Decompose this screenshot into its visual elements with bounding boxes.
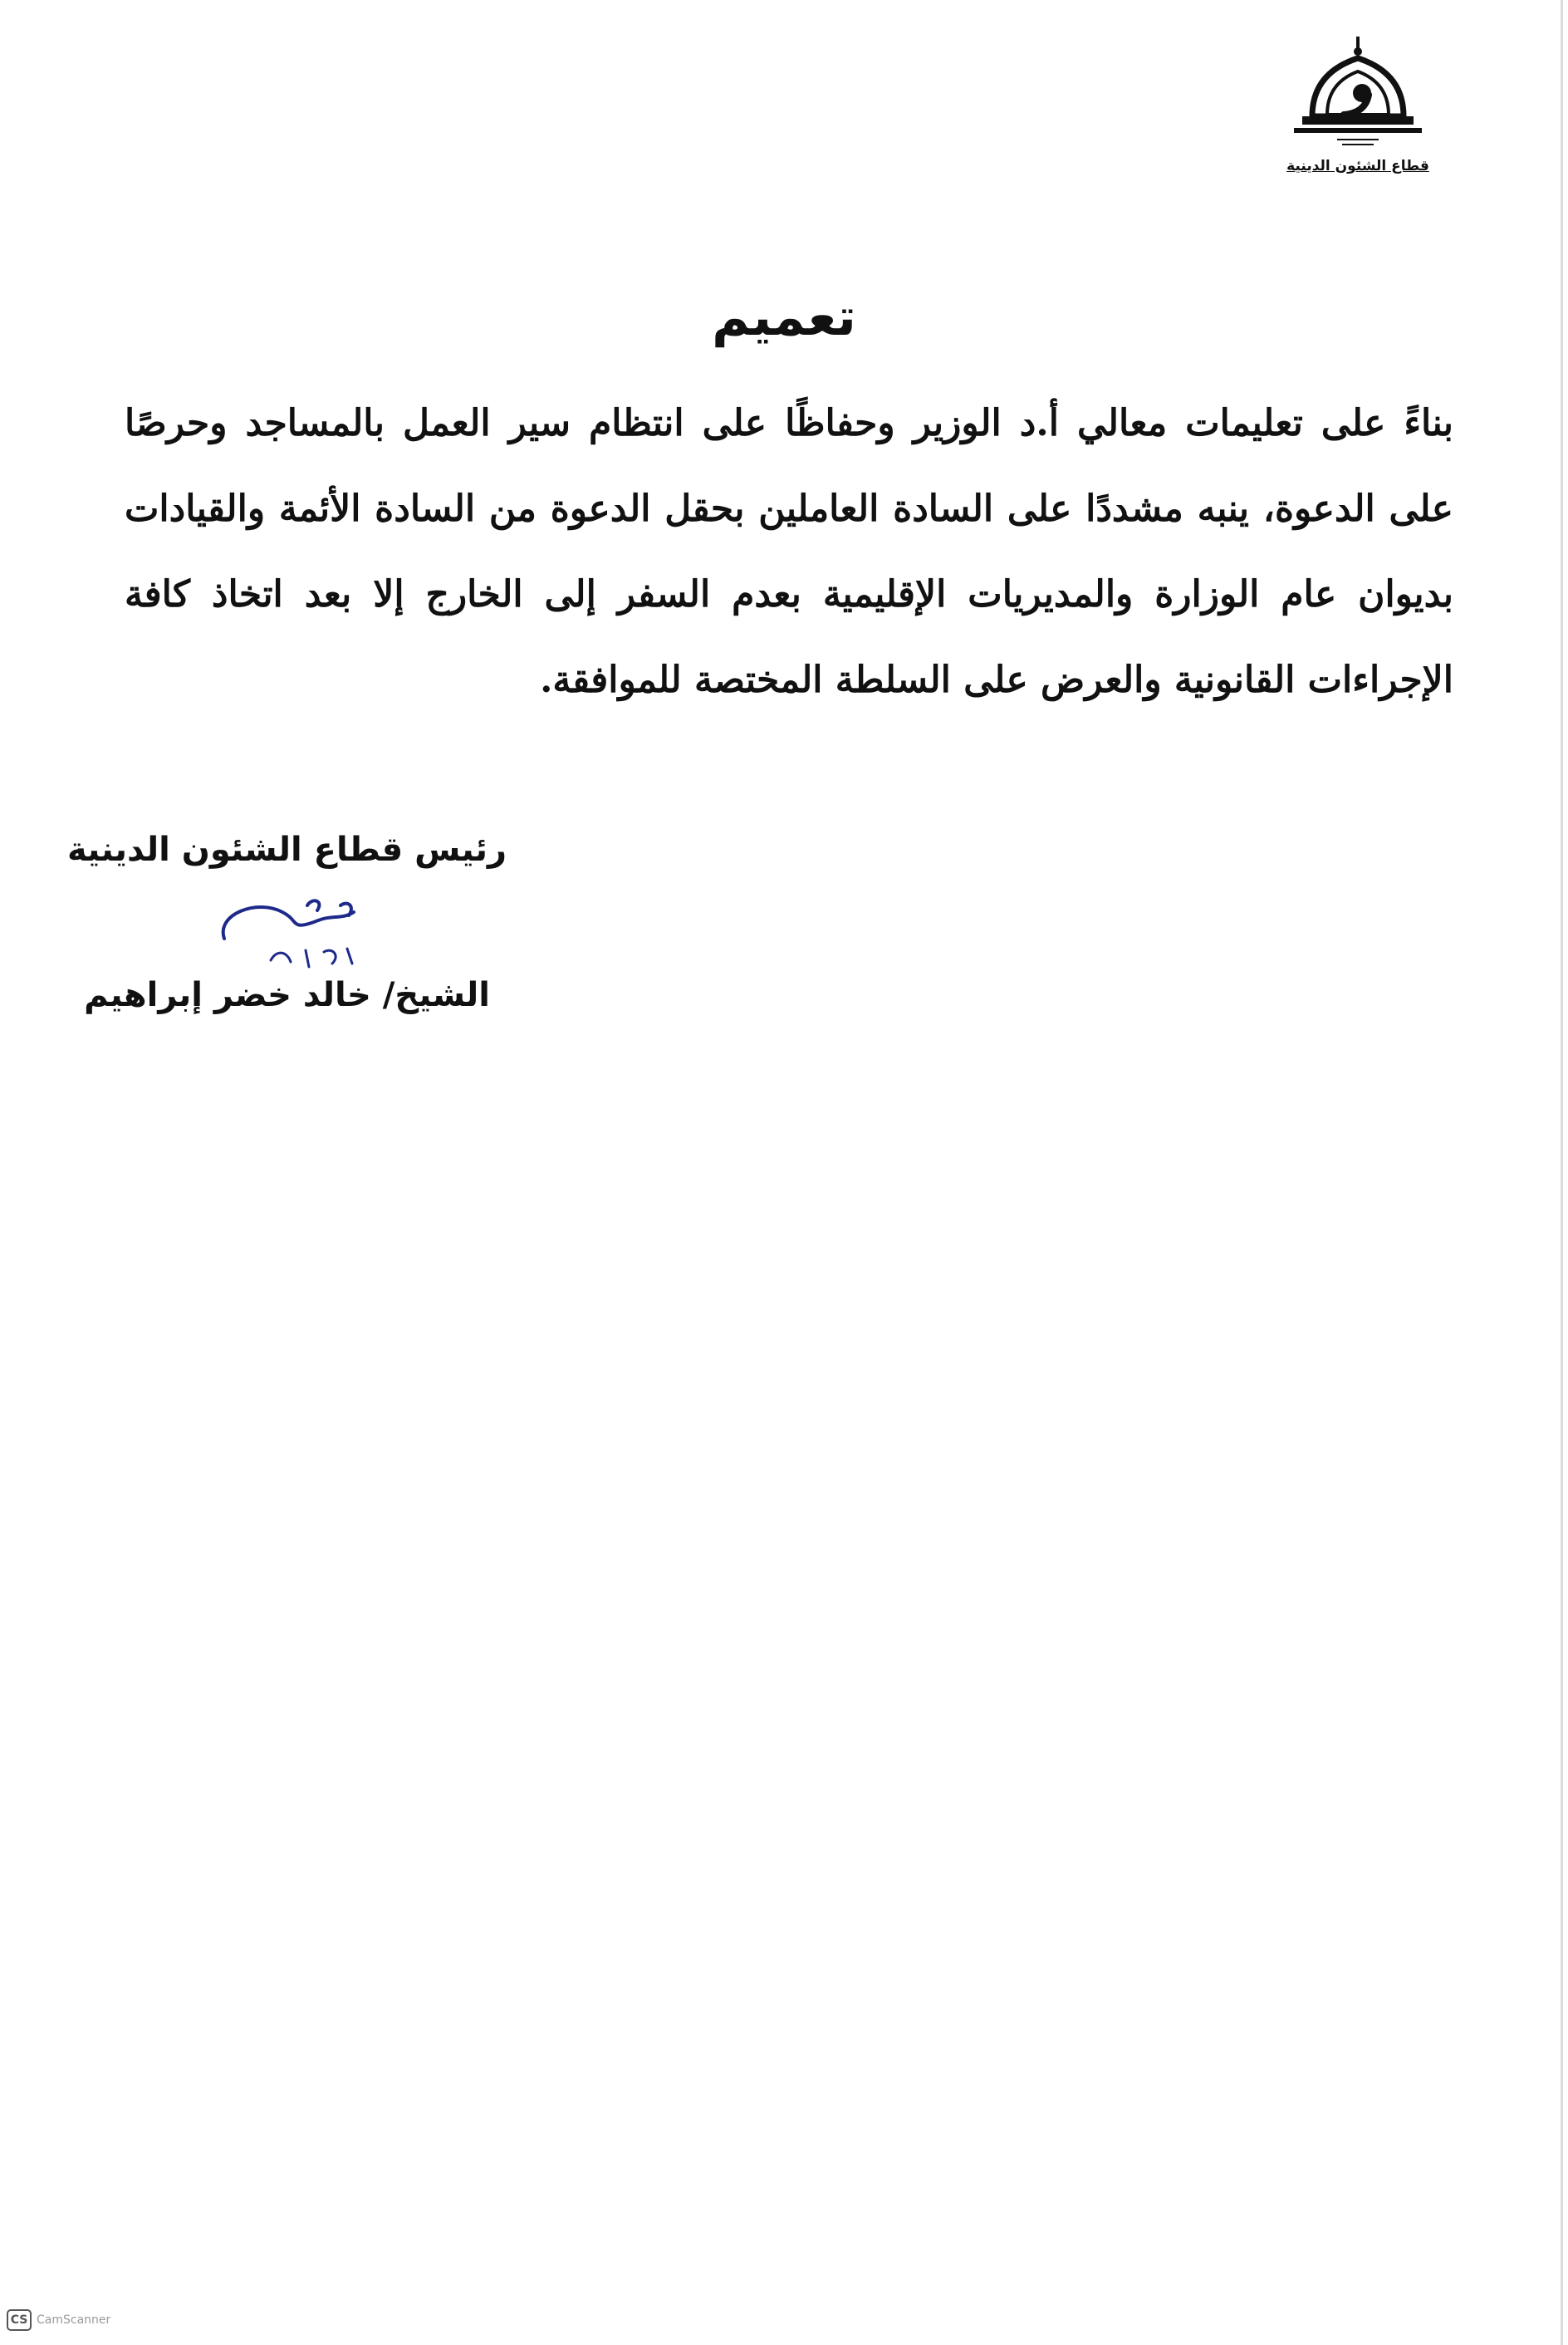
- ministry-logo: [1279, 33, 1437, 183]
- mosque-dome-logo-icon: [1279, 33, 1437, 158]
- camscanner-badge: CS: [7, 2309, 32, 2331]
- scan-edge-shadow: [1561, 0, 1563, 2345]
- logo-caption: قطاع الشئون الدينية: [1286, 158, 1429, 174]
- signature-block: [67, 831, 507, 1047]
- handwritten-signature-icon: [208, 881, 390, 980]
- signature-image: [208, 881, 390, 980]
- signer-name: الشيخ/ خالد خضر إبراهيم: [84, 976, 490, 1014]
- document-title: تعميم: [712, 287, 856, 347]
- signer-title: رئيس قطاع الشئون الدينية: [67, 831, 507, 869]
- camscanner-label: CamScanner: [37, 2313, 111, 2327]
- camscanner-watermark: [7, 2308, 110, 2333]
- circular-body: بناءً على تعليمات معالي أ.د الوزير وحفاظًا على انتظام سير العمل بالمساجد وحرصًا على الدعوة، ينبه مشددًا على السادة العاملين بحقل الدعوة من السادة الأئمة والقيادات بديوان عام الوزارة والمديريات الإقليمية بعدم السفر إلى الخارج إلا بعد اتخاذ كافة الإجراءات القانونية والعرض على السلطة المختصة للموافقة.: [125, 402, 1453, 701]
